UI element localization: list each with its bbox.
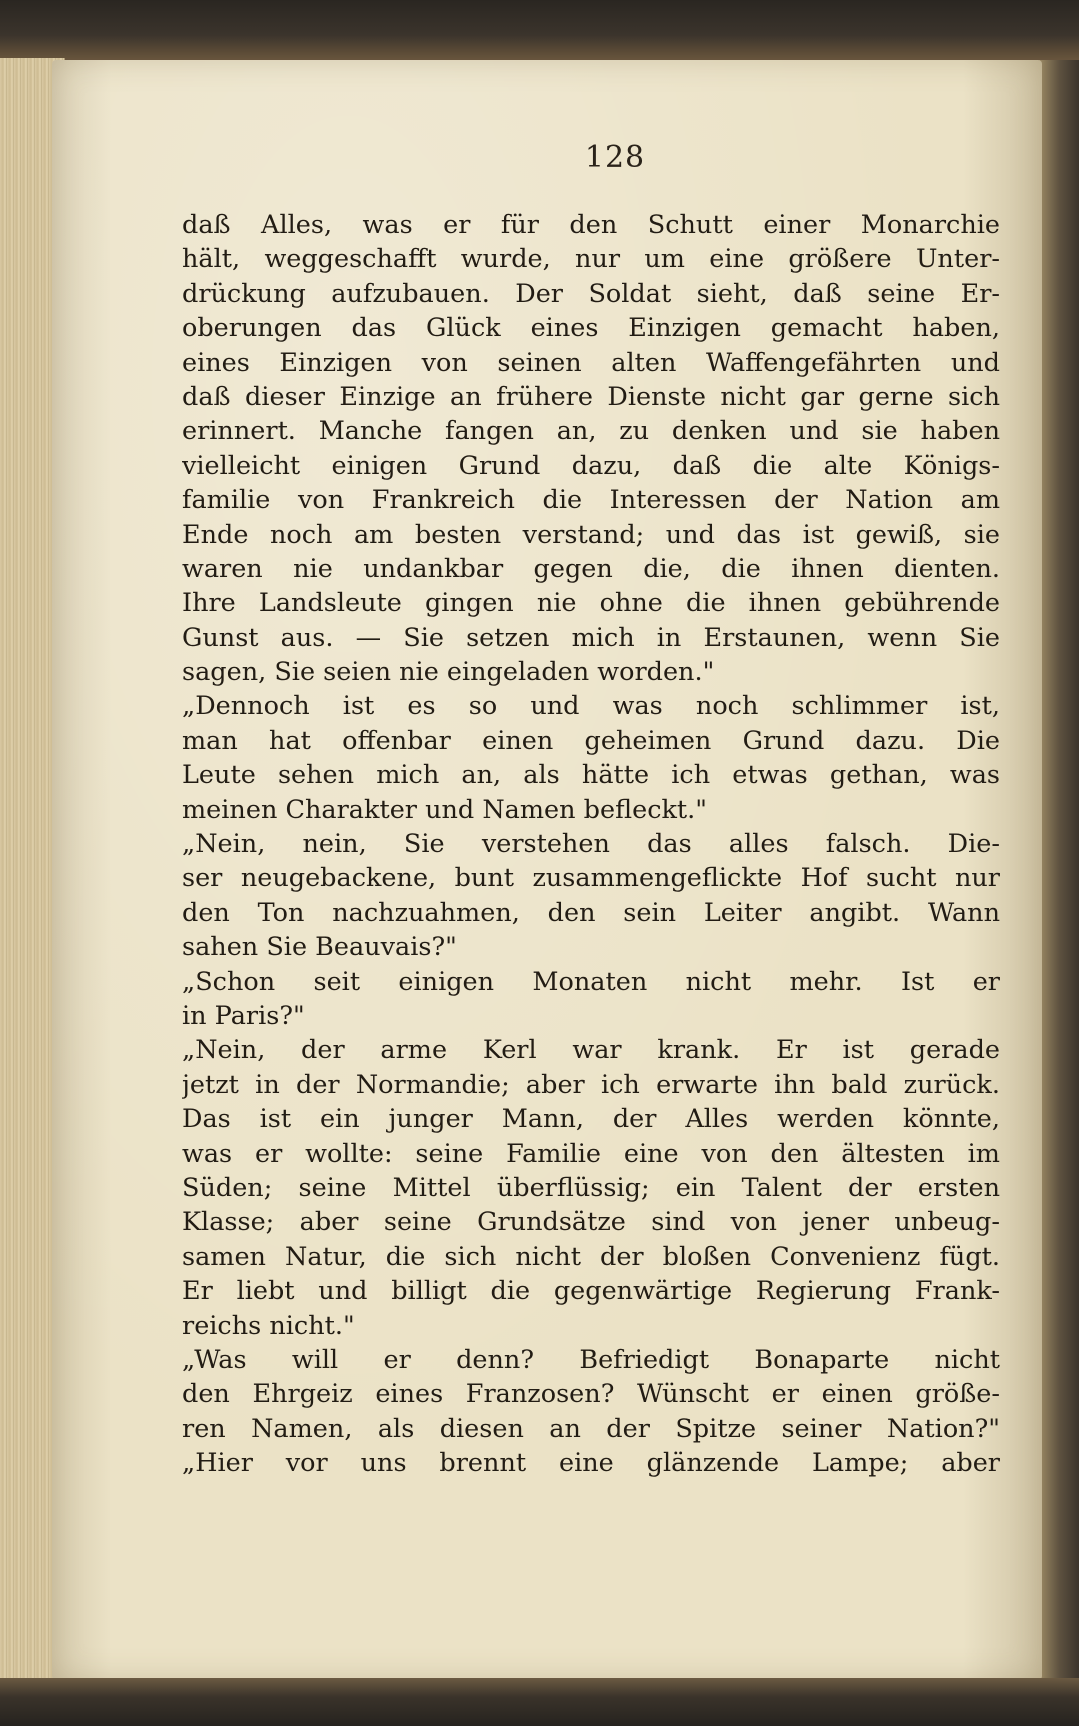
text-line: sahen Sie Beauvais?" xyxy=(182,932,457,963)
text-line: hält, weggeschafft wurde, nur um eine größere Unter- xyxy=(182,244,1000,275)
text-line: familie von Frankreich die Interessen der Nation am xyxy=(182,485,1000,516)
text-line: Ende noch am besten verstand; und das ist gewiß, sie xyxy=(182,519,1000,550)
text-line: ren Namen, als diesen an der Spitze seiner Nation?" xyxy=(182,1413,1000,1444)
text-line: erinnert. Manche fangen an, zu denken und sie haben xyxy=(182,416,1000,447)
text-line: samen Natur, die sich nicht der bloßen Convenienz fügt. xyxy=(182,1241,1000,1272)
text-line: sagen, Sie seien nie eingeladen worden." xyxy=(182,657,715,688)
book-top-edge xyxy=(0,0,1079,64)
text-line: in Paris?" xyxy=(182,1000,305,1031)
text-line: vielleicht einigen Grund dazu, daß die alte Königs- xyxy=(182,450,1000,481)
body-text xyxy=(182,208,1000,1480)
text-line: daß dieser Einzige an frühere Dienste nicht gar gerne sich xyxy=(182,381,1000,412)
text-line: oberungen das Glück eines Einzigen gemacht haben, xyxy=(182,313,1000,344)
text-line: „Was will er denn? Befriedigt Bonaparte nicht xyxy=(182,1344,1000,1375)
text-line: „Schon seit einigen Monaten nicht mehr. Ist er xyxy=(182,966,1000,997)
text-line: Leute sehen mich an, als hätte ich etwas gethan, was xyxy=(182,760,1000,791)
text-line: Gunst aus. — Sie setzen mich in Erstaunen, wenn Sie xyxy=(182,622,1000,653)
text-line: „Nein, nein, Sie verstehen das alles falsch. Die- xyxy=(182,829,1000,860)
text-line: eines Einzigen von seinen alten Waffengefährten und xyxy=(182,347,1000,378)
text-line: Süden; seine Mittel überflüssig; ein Talent der ersten xyxy=(182,1172,1000,1203)
text-line: drückung aufzubauen. Der Soldat sieht, daß seine Er- xyxy=(182,278,1000,309)
page-number: 128 xyxy=(584,140,646,175)
text-line: den Ton nachzuahmen, den sein Leiter angibt. Wann xyxy=(182,897,1000,928)
text-line: „Dennoch ist es so und was noch schlimmer ist, xyxy=(182,691,1000,722)
text-line: daß Alles, was er für den Schutt einer Monarchie xyxy=(182,210,1000,240)
text-line: „Hier vor uns brennt eine glänzende Lampe; aber xyxy=(182,1448,1000,1479)
text-line: waren nie undankbar gegen die, die ihnen dienten. xyxy=(182,553,1000,584)
text-line: „Nein, der arme Kerl war krank. Er ist gerade xyxy=(182,1035,1000,1066)
text-line: man hat offenbar einen geheimen Grund dazu. Die xyxy=(182,725,1000,756)
text-line: ser neugebackene, bunt zusammengeflickte Hof sucht nur xyxy=(182,863,1000,894)
text-line: Klasse; aber seine Grundsätze sind von jener unbeug- xyxy=(182,1207,1000,1238)
text-line: Ihre Landsleute gingen nie ohne die ihnen gebührende xyxy=(182,588,1000,619)
text-line: den Ehrgeiz eines Franzosen? Wünscht er einen größe- xyxy=(182,1379,1000,1410)
book-bottom-edge xyxy=(0,1678,1079,1726)
book-right-edge xyxy=(1039,60,1079,1700)
text-line: was er wollte: seine Familie eine von den ältesten im xyxy=(182,1138,1000,1169)
text-line: reichs nicht." xyxy=(182,1310,355,1341)
text-line: meinen Charakter und Namen befleckt." xyxy=(182,794,708,825)
text-line: jetzt in der Normandie; aber ich erwarte ihn bald zurück. xyxy=(182,1069,1000,1100)
text-line: Er liebt und billigt die gegenwärtige Regierung Frank- xyxy=(182,1276,1000,1307)
text-line: Das ist ein junger Mann, der Alles werden könnte, xyxy=(182,1104,1000,1135)
